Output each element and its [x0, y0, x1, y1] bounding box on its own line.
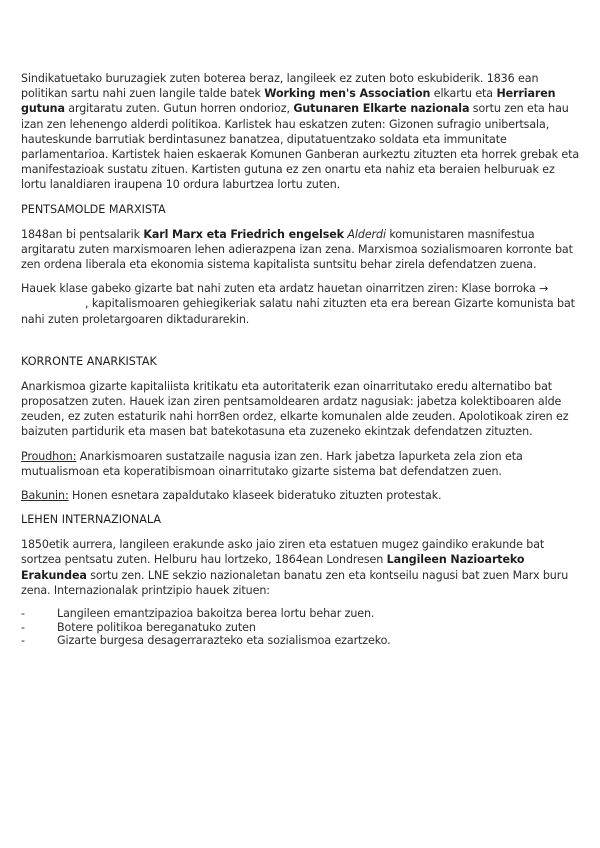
intro-text-4: sortu zen eta hau izan zen lehenengo alderdi politikoa. Karlistek hau eskatzen zuten: Gizonen sufragio unibertsala, hauteskunde barrutiak berdintasunez banatzea, diputatuentzako soldata eta immunitate parlamentarioa. Kartistek haien eskaerak Komunen Ganberan aurkeztu zituzten eta horrek grebak eta manifestazioak sustatu zituen. Kartisten gutuna ez zen onartu eta nahiz eta beraien helburuak ez lortu lanaldiaren iraupena 10 ordura laburtzea lortu zuten.: [21, 102, 580, 192]
lne-term: Langileen Nazioarteko Erakundea: [21, 553, 525, 582]
bakunin-label: Bakunin:: [21, 489, 69, 503]
list-item: - Gizarte burgesa desagerrarazteko eta sozialismoa ezartzeko.: [21, 634, 580, 648]
anarchism-paragraph: Anarkismoa gizarte kapitaliista kritikatu eta autoritaterik ezan oinarritutako eredu alternatibo bat proposatzen zuten. Hauek izan ziren pentsamoldearen ardatz nagusiak: jabetza kolektiboaren alde zeuden, ez zuten estaturik nahi horr8en ordez, elkarte komunalen alde zeuden. Apolotikoak ziren ez baizuten partidurik eta masen bat batekotasuna eta zuzeneko ekintzak defendatzen zituzten.: [21, 379, 569, 439]
gutunaren-elkarte-term: Gutunaren Elkarte nazionala: [293, 102, 470, 116]
marxism-heading: PENTSAMOLDE MARXISTA: [21, 202, 166, 216]
intro-paragraph: [21, 71, 580, 193]
bakunin-paragraph: [21, 488, 580, 503]
international-text-2: sortu zen. LNE sekzio nazionaletan banatu zen eta kontseilu nagusi bat zuen Marx buru zena. Internazionalak printzipio hauek zituen:: [21, 568, 569, 597]
bakunin-text: Honen esnetara zapaldutako klaseek bideratuko zituzten protestak.: [68, 489, 442, 503]
list-item: - Botere politikoa bereganatuko zuten: [21, 621, 580, 635]
working-mens-association-term: Working men's Association: [264, 87, 431, 101]
arrow-right-icon: →: [539, 282, 549, 296]
principles-list: [21, 607, 580, 648]
marxism-text-4: , kapitalismoaren gehiegikeriak salatu nahi zituzten eta era berean Gizarte komunista bat nahi zuten proletargoaren diktadurarekin.: [21, 297, 575, 326]
proudhon-text: Anarkismoaren sustatzaile nagusia izan zen. Hark jabetza lapurketa zela zion eta mutualismoan eta koperatibismoan oinarritutako gizarte sistema bat defendatzen zuen.: [21, 449, 523, 478]
proudhon-label: Proudhon:: [21, 449, 77, 463]
anarchism-heading: KORRONTE ANARKISTAK: [21, 354, 157, 368]
intro-text-3: argitaratu zuten. Gutun horren ondorioz,: [64, 102, 294, 116]
international-text-1: 1850etik aurrera, langileen erakunde asko jaio ziren eta estatuen mugez gaindiko erakunde bat sortzea pentsatu zuten. Helburu hau lortzeko, 1864ean Londresen: [21, 538, 545, 567]
intro-text-1: Sindikatuetako buruzagiek zuten boterea beraz, langileek ez zuten boto eskubiderik. 1836 ean politikan sartu nahi zuen langile talde batek: [21, 72, 539, 101]
alderdi-term: Alderdi: [347, 227, 386, 241]
international-heading: LEHEN INTERNAZIONALA: [21, 513, 162, 527]
international-paragraph: [21, 537, 580, 598]
marxism-text-3: Hauek klase gabeko gizarte bat nahi zuten eta ardatz hauetan oinarritzen ziren: Klase borroka: [21, 282, 536, 296]
marxism-paragraph-2: [21, 281, 580, 327]
section-spacer: [21, 336, 580, 354]
herriaren-gutuna-term: Herriaren gutuna: [21, 87, 556, 116]
marx-engels-term: Karl Marx eta Friedrich engelsek: [143, 227, 344, 241]
marxism-text-1: 1848an bi pentsalarik: [21, 227, 144, 241]
intro-text-2: elkartu eta: [430, 87, 497, 101]
marxism-text-2: komunistaren masnifestua argitaratu zuten marxismoaren lehen adierazpena izan zena. Marxismoa sozialismoaren korronte bat zen ordena liberala eta ekonomia sistema kapitalista suntsitu behar zirela defendatzen zuena.: [21, 227, 573, 272]
list-item: - Langileen emantzipazioa bakoitza berea lortu behar zuen.: [21, 607, 580, 621]
marxism-paragraph-1: [21, 227, 580, 273]
proudhon-paragraph: [21, 449, 580, 479]
